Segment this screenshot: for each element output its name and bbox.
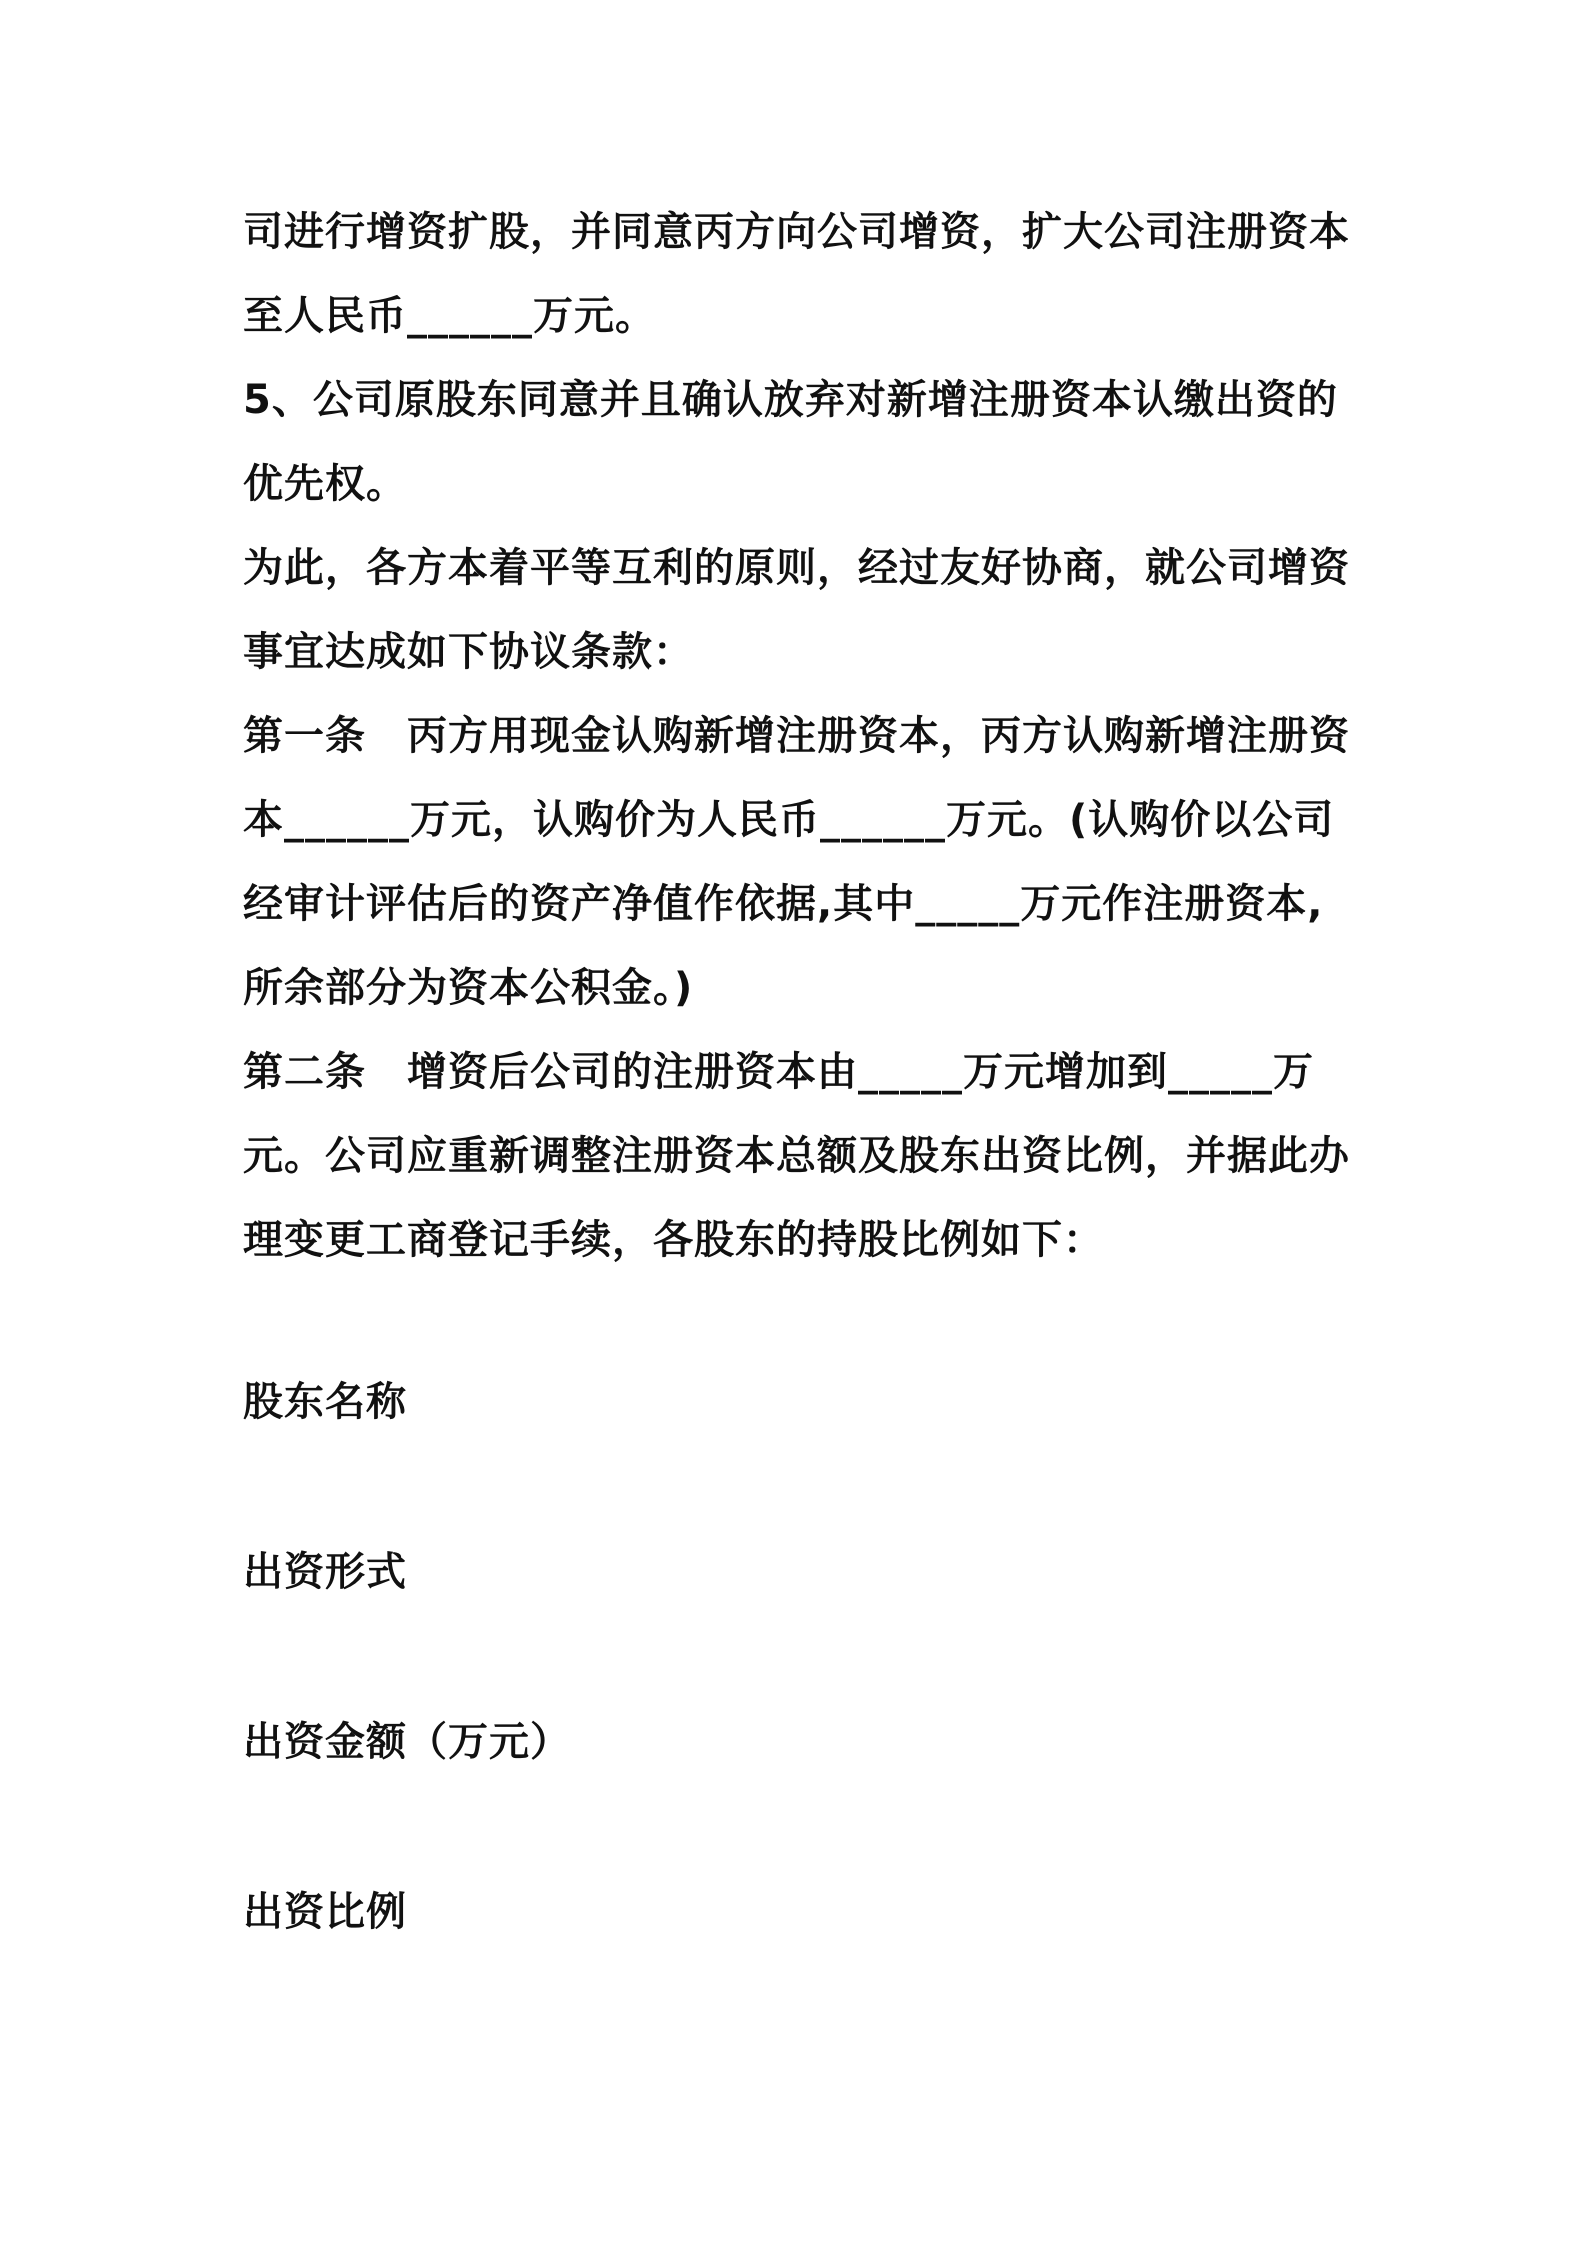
paragraph-preemptive-right: 5、公司原股东同意并且确认放弃对新增注册资本认缴出资的优先权。 — [243, 377, 1338, 507]
label-shareholder-name: 股东名称 — [243, 1379, 407, 1425]
paragraph-capital-increase: 司进行增资扩股，并同意丙方向公司增资，扩大公司注册资本至人民币______万元。 — [243, 209, 1350, 339]
article-one: 第一条 丙方用现金认购新增注册资本，丙方认购新增注册资本______万元，认购价为人民币______万元。(认购价以公司经审计评估后的资产净值作依据,其中_____万元作注册资本,所余部分为资本公积金。) — [243, 713, 1350, 1011]
paragraph-agreement-intro: 为此，各方本着平等互利的原则，经过友好协商，就公司增资事宜达成如下协议条款： — [243, 545, 1350, 675]
article-two: 第二条 增资后公司的注册资本由_____万元增加到_____万元。公司应重新调整注册资本总额及股东出资比例，并据此办理变更工商登记手续，各股东的持股比例如下： — [243, 1049, 1350, 1263]
label-contribution-amount: 出资金额（万元） — [243, 1719, 571, 1765]
document-body — [243, 190, 1363, 1282]
label-contribution-form: 出资形式 — [243, 1549, 407, 1595]
label-contribution-ratio: 出资比例 — [243, 1889, 407, 1935]
shareholder-table-labels — [243, 1360, 1363, 2040]
